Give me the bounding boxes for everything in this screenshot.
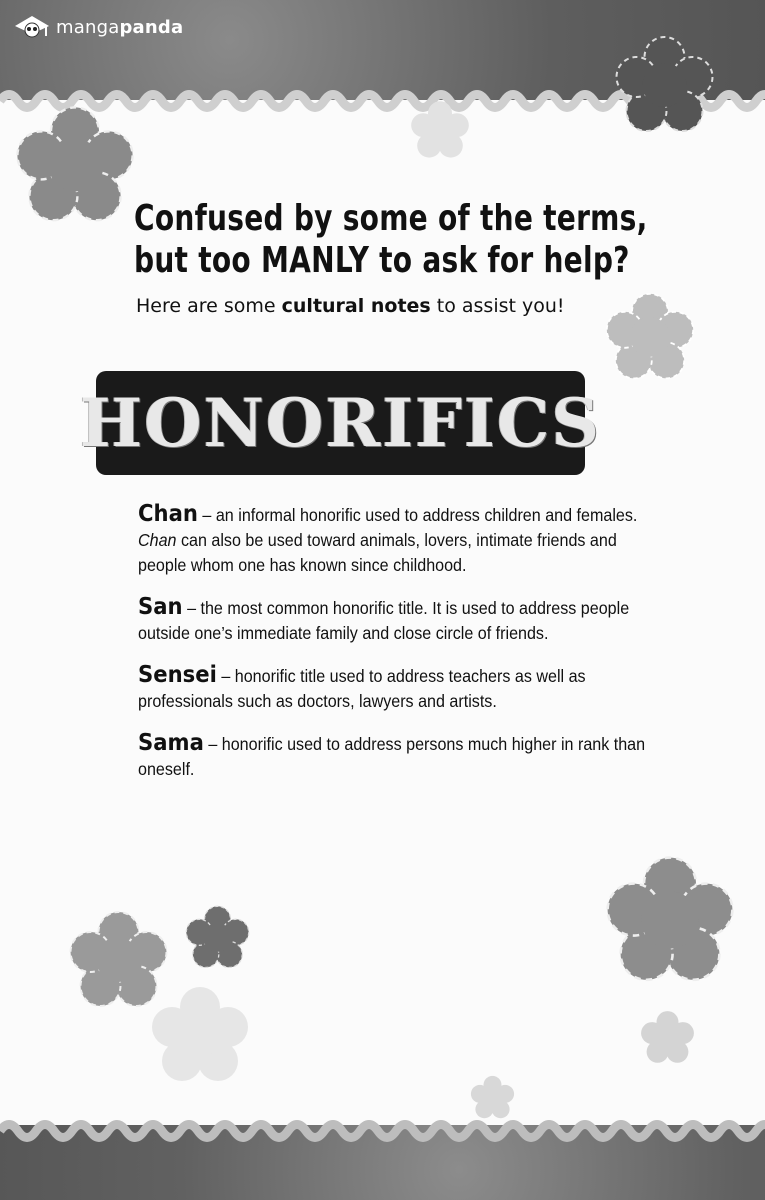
headline-line-1: Confused by some of the terms, (134, 198, 648, 239)
page-subheadline: Here are some cultural notes to assist you! (136, 295, 565, 317)
flower-icon (612, 35, 717, 135)
glossary-entry-sensei: Sensei – honorific title used to address teachers as well as professionals such as doctors, lawyers and artists. (138, 662, 586, 711)
glossary-term: San (138, 594, 183, 620)
honorifics-banner (79, 371, 602, 475)
logo-text: mangapanda (56, 16, 184, 38)
flower-icon (600, 855, 740, 985)
flower-icon (470, 1075, 515, 1120)
glossary-term: Sama (138, 730, 204, 756)
site-logo[interactable] (12, 10, 183, 44)
page-headline (134, 198, 648, 282)
flower-icon (185, 905, 250, 970)
flower-icon (605, 292, 695, 382)
flower-icon (10, 105, 140, 225)
bottom-ricrac-trim (0, 1118, 765, 1144)
banner-title: HONORIFICS (79, 384, 602, 462)
glossary-term: Chan (138, 501, 198, 527)
glossary-entry-chan: Chan – an informal honorific used to address children and females. Chan can also be used toward animals, lovers, intimate friends and people whom one has known since childhood. (138, 501, 638, 575)
headline-line-2: but too MANLY to ask for help? (134, 240, 630, 281)
flower-icon (640, 1010, 695, 1065)
flower-icon (150, 985, 250, 1085)
glossary-entry-sama: Sama – honorific used to address persons much higher in rank than oneself. (138, 730, 646, 779)
flower-icon (410, 100, 470, 160)
panda-logo-icon (12, 12, 52, 42)
glossary-list (138, 502, 658, 799)
glossary-term: Sensei (138, 662, 217, 688)
glossary-entry-san: San – the most common honorific title. It is used to address people outside one’s immediate family and close circle of friends. (138, 594, 630, 643)
